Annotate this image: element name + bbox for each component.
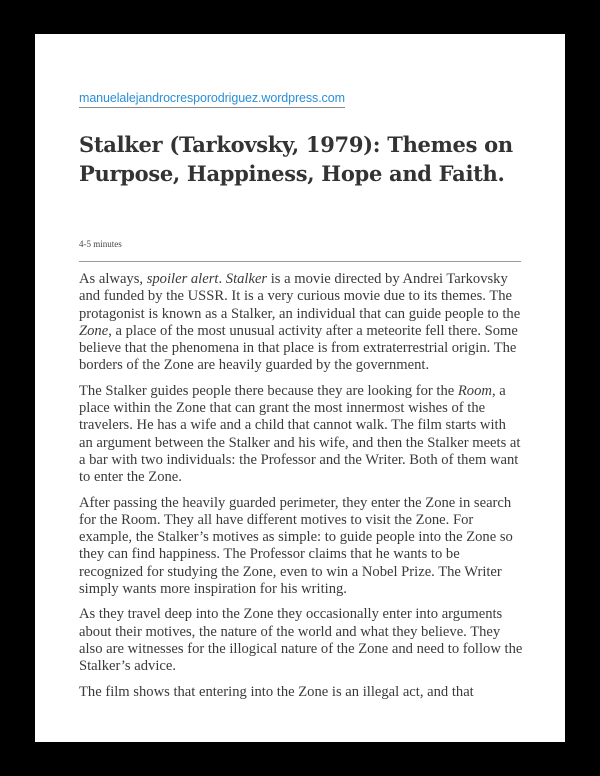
paragraph <box>79 271 523 375</box>
text-run: As always, <box>79 271 147 287</box>
divider <box>79 261 521 262</box>
text-run: , a place of the most unusual activity after a meteorite fell there. Some believe that the phenomena in that place is from extraterrestrial origin. The borders of the Zone are heavily guarded by the government. <box>79 322 518 374</box>
text-run: . <box>218 271 226 287</box>
article-body <box>79 271 523 709</box>
text-run: The Stalker guides people there because they are looking for the <box>79 382 458 399</box>
source-link[interactable]: manuelalejandrocresporodriguez.wordpress.com <box>79 91 345 108</box>
paragraph: The film shows that entering into the Zone is an illegal act, and that <box>79 683 474 700</box>
paragraph: As they travel deep into the Zone they occasionally enter into arguments about their motives, the nature of the world and what they believe. They also are witnesses for the illogical nature of the Zone and need to follow the Stalker’s advice. <box>79 606 523 675</box>
paragraph <box>79 383 523 487</box>
article-title: Stalker (Tarkovsky, 1979): Themes on Purpose, Happiness, Hope and Faith. <box>79 132 513 186</box>
text-run: , a place within the Zone that can grant the most innermost wishes of the travelers. He has a wife and a child that cannot walk. The film starts with an argument between the Stalker and his wife, and then the Stalker meets at a bar with two individuals: the Professor and the Writer. Both of them want to enter the Zone. <box>79 382 521 486</box>
text-run: is a movie directed by Andrei Tarkovsky and funded by the USSR. It is a very curious movie due to its themes. The protagonist is known as a Stalker, an individual that can guide people to the <box>79 271 521 322</box>
document-page <box>35 34 565 742</box>
emphasis: Room <box>457 382 492 399</box>
emphasis: Zone <box>79 322 109 339</box>
reading-time: 4-5 minutes <box>79 239 122 249</box>
emphasis: spoiler alert <box>146 271 219 287</box>
paragraph: After passing the heavily guarded perimeter, they enter the Zone in search for the Room. They all have different motives to visit the Zone. For example, the Stalker’s motives as simple: to guide people into the Zone so they can find happiness. The Professor claims that he wants to be recognized for studying the Zone, even to win a Nobel Prize. The Writer simply wants more inspiration for his writing. <box>79 494 513 598</box>
emphasis: Stalker <box>225 271 268 287</box>
